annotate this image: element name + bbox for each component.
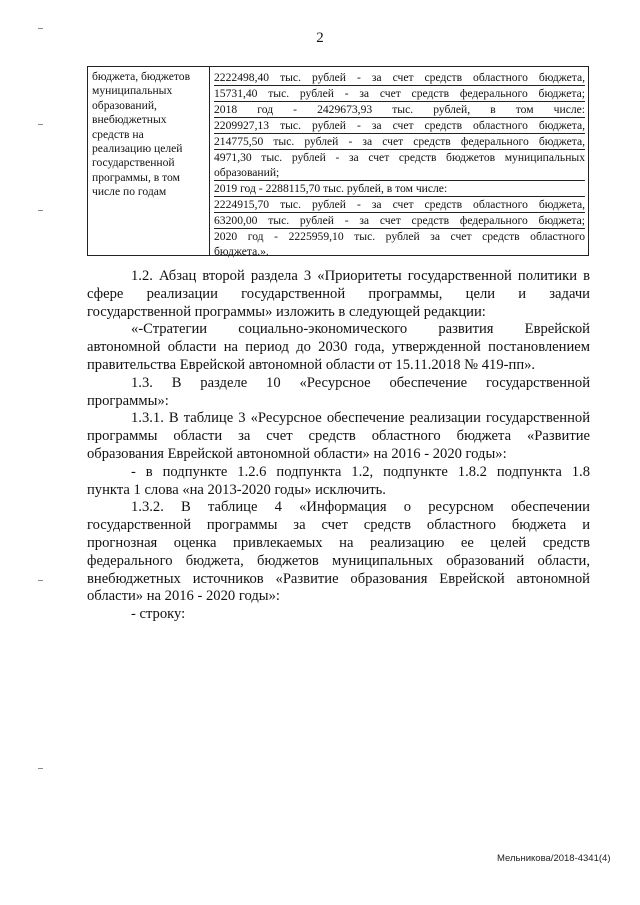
footer-code: Мельникова/2018-4341(4)	[497, 853, 611, 864]
table-left-line: средств на	[92, 127, 144, 141]
budget-table	[87, 66, 589, 256]
table-left-line: образований,	[92, 98, 157, 112]
table-right-line: бюджета.».	[214, 245, 269, 258]
table-left-cell	[88, 67, 210, 255]
table-left-line: программы, в том	[92, 170, 180, 184]
table-left-line: муниципальных	[92, 84, 173, 98]
table-left-line: бюджета, бюджетов	[92, 70, 191, 83]
paragraph-line: области» на 2016 - 2020 годы»:	[87, 588, 280, 605]
paragraph-line: автономной области на период до 2030 года, утвержденной постановлением	[87, 339, 590, 356]
paragraph-line: программы»:	[87, 392, 169, 409]
table-left-line: числе по годам	[92, 185, 167, 199]
paragraph-line: федерального бюджета, бюджетов муниципальных образований области,	[87, 552, 590, 569]
page-number: 2	[316, 30, 324, 46]
paragraph-line: 1.2. Абзац второй раздела 3 «Приоритеты государственной политики в	[131, 268, 590, 284]
table-right-line: 15731,40 тыс. рублей - за счет средств федерального бюджета;	[214, 87, 585, 100]
paragraph-line: пункта 1 слова «на 2013-2020 годы» исключить.	[87, 481, 386, 498]
paragraph-line: государственной программы» изложить в следующей редакции:	[87, 303, 486, 320]
paragraph-line: образования Еврейской автономной области» на 2016 - 2020 годы»:	[87, 445, 507, 462]
table-right-line: 63200,00 тыс. рублей - за счет средств федерального бюджета;	[214, 214, 585, 227]
table-right-line: 214775,50 тыс. рублей - за счет средств федерального бюджета,	[214, 135, 585, 148]
paragraph-line: программы области за счет средств областного бюджета «Развитие	[87, 428, 590, 445]
table-left-line: внебюджетных	[92, 113, 167, 127]
scan-speck	[38, 28, 43, 29]
table-right-line: 2209927,13 тыс. рублей - за счет средств областного бюджета,	[214, 119, 585, 132]
table-right-line: 2018 год - 2429673,93 тыс. рублей, в том числе:	[214, 103, 585, 116]
table-right-line: 2224915,70 тыс. рублей - за счет средств областного бюджета,	[214, 198, 585, 211]
body-text	[87, 268, 590, 624]
paragraph-line: государственной программы за счет средств областного бюджета и	[87, 517, 590, 534]
paragraph-line: 1.3.2. В таблице 4 «Информация о ресурсном обеспечении	[131, 499, 590, 516]
scan-speck	[38, 580, 43, 581]
paragraph-line: «-Стратегии социально-экономического развития Еврейской	[131, 321, 590, 338]
paragraph-line: 1.3. В разделе 10 «Ресурсное обеспечение государственной	[131, 374, 590, 391]
scan-speck	[38, 210, 43, 211]
paragraph-line: внебюджетных источников «Развитие образования Еврейской автономной	[87, 570, 590, 587]
table-right-line: образований;	[214, 165, 585, 181]
paragraph-line: - строку:	[131, 606, 186, 623]
table-right-line: 4971,30 тыс. рублей - за счет средств бюджетов муниципальных	[214, 151, 585, 164]
paragraph-line: сфере реализации государственной программы, цели и задачи	[87, 285, 590, 302]
paragraph-line: - в подпункте 1.2.6 подпункта 1.2, подпункте 1.8.2 подпункта 1.8	[131, 463, 590, 480]
table-right-line: 2222498,40 тыс. рублей - за счет средств областного бюджета,	[214, 71, 585, 84]
table-left-line: реализацию целей	[92, 142, 183, 156]
scan-speck	[38, 768, 43, 769]
table-right-cell	[210, 67, 588, 258]
scan-speck	[38, 124, 43, 125]
table-right-line: 2019 год - 2288115,70 тыс. рублей, в том числе:	[214, 181, 585, 197]
table-left-line: государственной	[92, 156, 175, 170]
table-right-line: 2020 год - 2225959,10 тыс. рублей за счет средств областного	[214, 230, 585, 243]
paragraph-line: правительства Еврейской автономной области от 15.11.2018 № 419-пп».	[87, 356, 536, 373]
paragraph-line: 1.3.1. В таблице 3 «Ресурсное обеспечение реализации государственной	[131, 410, 590, 427]
paragraph-line: прогнозная оценка привлекаемых на реализацию ее целей средств	[87, 534, 590, 551]
